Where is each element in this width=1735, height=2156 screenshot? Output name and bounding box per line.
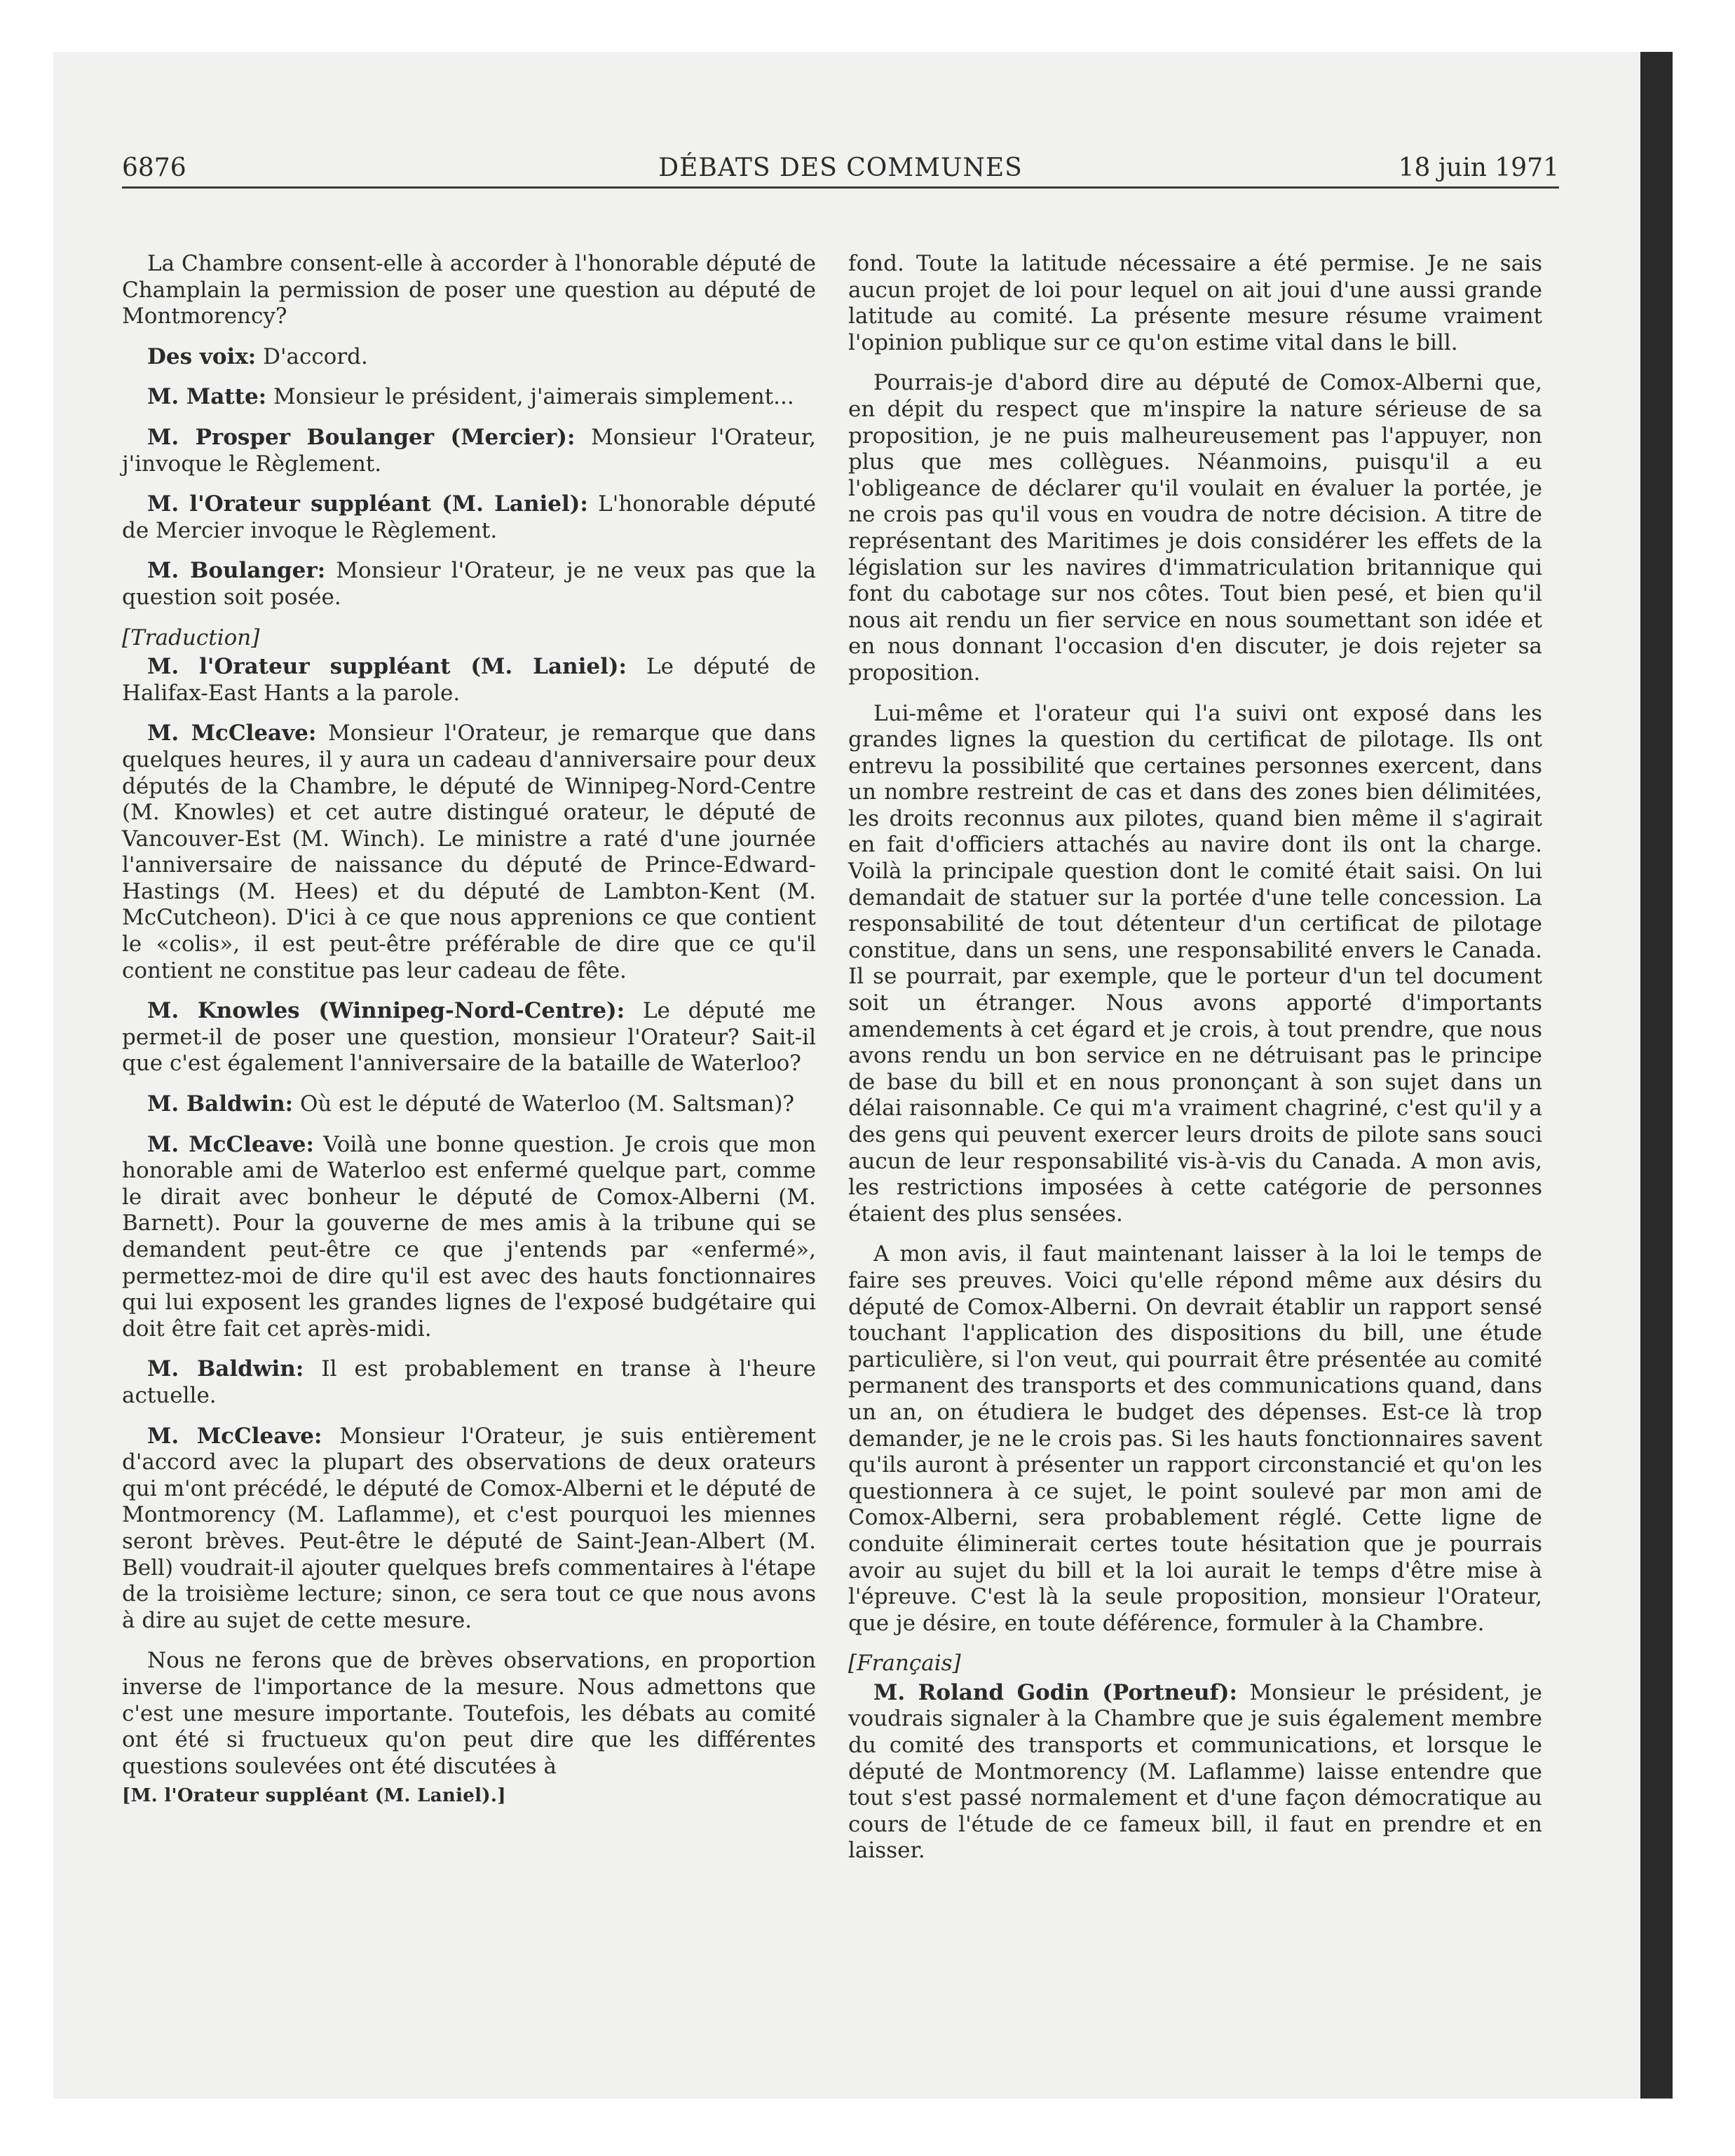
paragraph: Des voix: D'accord. xyxy=(147,343,368,369)
paragraph: A mon avis, il faut maintenant laisser à la loi le temps de faire ses preuves. Voici qu'elle répond même aux désirs du député de Comox-Alberni. On devrait établir un rapport sensé touchant l'application des dispositions du bill, une étude particulière, si l'on veut, qui pourrait être présentée au comité permanent des transports et des communications quand, dans un an, on étudiera le budget des dépenses. Est-ce là trop demander, je ne le crois pas. Si les hauts fonctionnaires savent qu'ils auront à présenter un rapport circonstancié et qu'on les questionnera à ce sujet, le point soulevé par mon ami de Comox-Alberni, sera probablement réglé. Cette ligne de conduite éliminerait certes toute hésitation que je pourrais avoir au sujet du bill et la loi aurait le temps d'être mise à l'épreuve. C'est là la seule proposition, monsieur l'Orateur, que je désire, en toute déférence, formuler à la Chambre. xyxy=(848,1241,1542,1636)
section-marker: [Traduction] xyxy=(122,625,260,650)
speaker-name: M. Prosper Boulanger (Mercier): xyxy=(147,424,576,450)
paragraph: M. Baldwin: Il est probablement en transe à l'heure actuelle. xyxy=(122,1356,816,1408)
paragraph: M. Boulanger: Monsieur l'Orateur, je ne veux pas que la question soit posée. xyxy=(122,558,816,610)
speaker-name: M. Roland Godin (Portneuf): xyxy=(873,1679,1237,1705)
paragraph: M. Roland Godin (Portneuf): Monsieur le président, je voudrais signaler à la Chambre que je suis également membre du comité des transports et communications, et lorsque le député de Montmorency (M. Laflamme) laisse entendre que tout s'est passé normalement et d'une façon démocratique au cours de l'étude de ce fameux bill, il faut en prendre et en laisser. xyxy=(848,1679,1542,1864)
speaker-name: M. Boulanger: xyxy=(147,558,326,584)
paragraph: M. l'Orateur suppléant (M. Laniel): Le député de Halifax-East Hants a la parole. xyxy=(122,654,816,706)
speaker-name: M. l'Orateur suppléant (M. Laniel): xyxy=(147,491,588,517)
paragraph: Lui-même et l'orateur qui l'a suivi ont exposé dans les grandes lignes la question du certificat de pilotage. Ils ont entrevu la possibilité que certaines personnes exercent, dans un nombre restreint de cas et dans des zones bien délimitées, les droits reconnus aux pilotes, quand bien même il s'agirait en fait d'officiers attachés au navire dont ils ont la charge. Voilà la principale question dont le comité était saisi. On lui demandait de statuer sur la portée d'une telle concession. La responsabilité de tout détenteur d'un certificat de pilotage constitue, dans un sens, une responsabilité envers le Canada. Il se pourrait, par exemple, que le porteur d'un tel document soit un étranger. Nous avons apporté d'importants amendements à cet égard et je crois, à tout prendre, que nous avons rendu un bon service en ne détruisant pas le principe de base du bill et en nous prononçant à son sujet dans un délai raisonnable. Ce qui m'a vraiment chagriné, c'est qu'il y a des gens qui peuvent exercer leurs droits de pilote sans souci aucun de leur responsabilité vis-à-vis du Canada. A mon avis, les restrictions imposées à cette catégorie de personnes étaient des plus sensées. xyxy=(848,700,1542,1227)
right-column xyxy=(848,251,1542,1878)
paragraph: Pourrais-je d'abord dire au député de Comox-Alberni que, en dépit du respect que m'inspire la nature sérieuse de sa proposition, je ne puis malheureusement pas l'appuyer, non plus que mes collègues. Néanmoins, puisqu'il a eu l'obligeance de déclarer qu'il voulait en évaluer la portée, je ne crois pas qu'il vous en voudra de notre décision. A titre de représentant des Maritimes je dois considérer les effets de la législation sur les navires d'immatriculation britannique qui font du cabotage sur nos côtes. Tout bien pesé, et bien qu'il nous ait rendu un fier service en nous soumettant son idée et en nous donnant l'occasion d'en discuter, je dois rejeter sa proposition. xyxy=(848,370,1542,685)
paragraph: La Chambre consent-elle à accorder à l'honorable député de Champlain la permission de poser une question au député de Montmorency? xyxy=(122,251,816,329)
paragraph: M. Prosper Boulanger (Mercier): Monsieur l'Orateur, j'invoque le Règlement. xyxy=(122,424,816,477)
paragraph: Nous ne ferons que de brèves observations, en proportion inverse de l'importance de la mesure. Nous admettons que c'est une mesure importante. Toutefois, les débats au comité ont été si fructueux qu'on peut dire que les différentes questions soulevées ont été discutées à xyxy=(122,1648,816,1779)
footnote: [M. l'Orateur suppléant (M. Laniel).] xyxy=(122,1785,506,1807)
speaker-name: Des voix: xyxy=(147,343,257,369)
scan-edge-bar xyxy=(1640,52,1673,2099)
speaker-name: M. Baldwin: xyxy=(147,1356,304,1382)
speaker-name: M. Baldwin: xyxy=(147,1091,294,1117)
page-number: 6876 xyxy=(122,153,186,182)
paragraph: M. l'Orateur suppléant (M. Laniel): L'honorable député de Mercier invoque le Règlement. xyxy=(122,491,816,543)
journal-title: DÉBATS DES COMMUNES xyxy=(658,153,1023,182)
paragraph: M. McCleave: Monsieur l'Orateur, je remarque que dans quelques heures, il y aura un cadeau d'anniversaire pour deux députés de la Chambre, le député de Winnipeg-Nord-Centre (M. Knowles) et cet autre distingué orateur, le député de Vancouver-Est (M. Winch). Le ministre a raté d'une journée l'anniversaire de naissance du député de Prince-Edward-Hastings (M. Hees) et du député de Lambton-Kent (M. McCutcheon). D'ici à ce que nous apprenions ce que contient le «colis», il est peut-être préférable de dire que ce qu'il contient ne constitue pas leur cadeau de fête. xyxy=(122,721,817,983)
paragraph: M. Knowles (Winnipeg-Nord-Centre): Le député me permet-il de poser une question, monsieur l'Orateur? Sait-il que c'est également l'anniversaire de la bataille de Waterloo? xyxy=(122,998,816,1077)
left-column xyxy=(122,251,816,1808)
paragraph: M. Matte: Monsieur le président, j'aimerais simplement... xyxy=(147,384,794,410)
speaker-name: M. McCleave: xyxy=(147,721,317,746)
page-header xyxy=(122,150,1559,189)
paragraph: M. Baldwin: Où est le député de Waterloo (M. Saltsman)? xyxy=(147,1091,795,1117)
speaker-name: M. McCleave: xyxy=(147,1131,314,1157)
speaker-name: M. McCleave: xyxy=(147,1423,322,1449)
speaker-name: M. Knowles (Winnipeg-Nord-Centre): xyxy=(147,998,625,1024)
paragraph: fond. Toute la latitude nécessaire a été permise. Je ne sais aucun projet de loi pour lequel on ait joui d'une aussi grande latitude au comité. La présente mesure résume vraiment l'opinion publique sur ce qu'on estime vital dans le bill. xyxy=(848,251,1542,355)
section-marker: [Français] xyxy=(848,1651,961,1677)
paragraph: M. McCleave: Monsieur l'Orateur, je suis entièrement d'accord avec la plupart des observations de deux orateurs qui m'ont précédé, le député de Comox-Alberni et le député de Montmorency (M. Laflamme), et c'est pourquoi les miennes seront brèves. Peut-être le député de Saint-Jean-Albert (M. Bell) voudrait-il ajouter quelques brefs commentaires à l'étape de la troisième lecture; sinon, ce sera tout ce que nous avons à dire au sujet de cette mesure. xyxy=(122,1423,817,1633)
paragraph: M. McCleave: Voilà une bonne question. Je crois que mon honorable ami de Waterloo est enfermé quelque part, comme le dirait avec bonheur le député de Comox-Alberni (M. Barnett). Pour la gouverne de mes amis à la tribune qui se demandent peut-être ce que j'entends par «enfermé», permettez-moi de dire qu'il est avec des hauts fonctionnaires qui lui exposent les grandes lignes de l'exposé budgétaire qui doit être fait cet après-midi. xyxy=(122,1131,816,1342)
speaker-name: M. l'Orateur suppléant (M. Laniel): xyxy=(147,654,627,680)
page-date: 18 juin 1971 xyxy=(1398,153,1559,182)
speaker-name: M. Matte: xyxy=(147,384,267,410)
